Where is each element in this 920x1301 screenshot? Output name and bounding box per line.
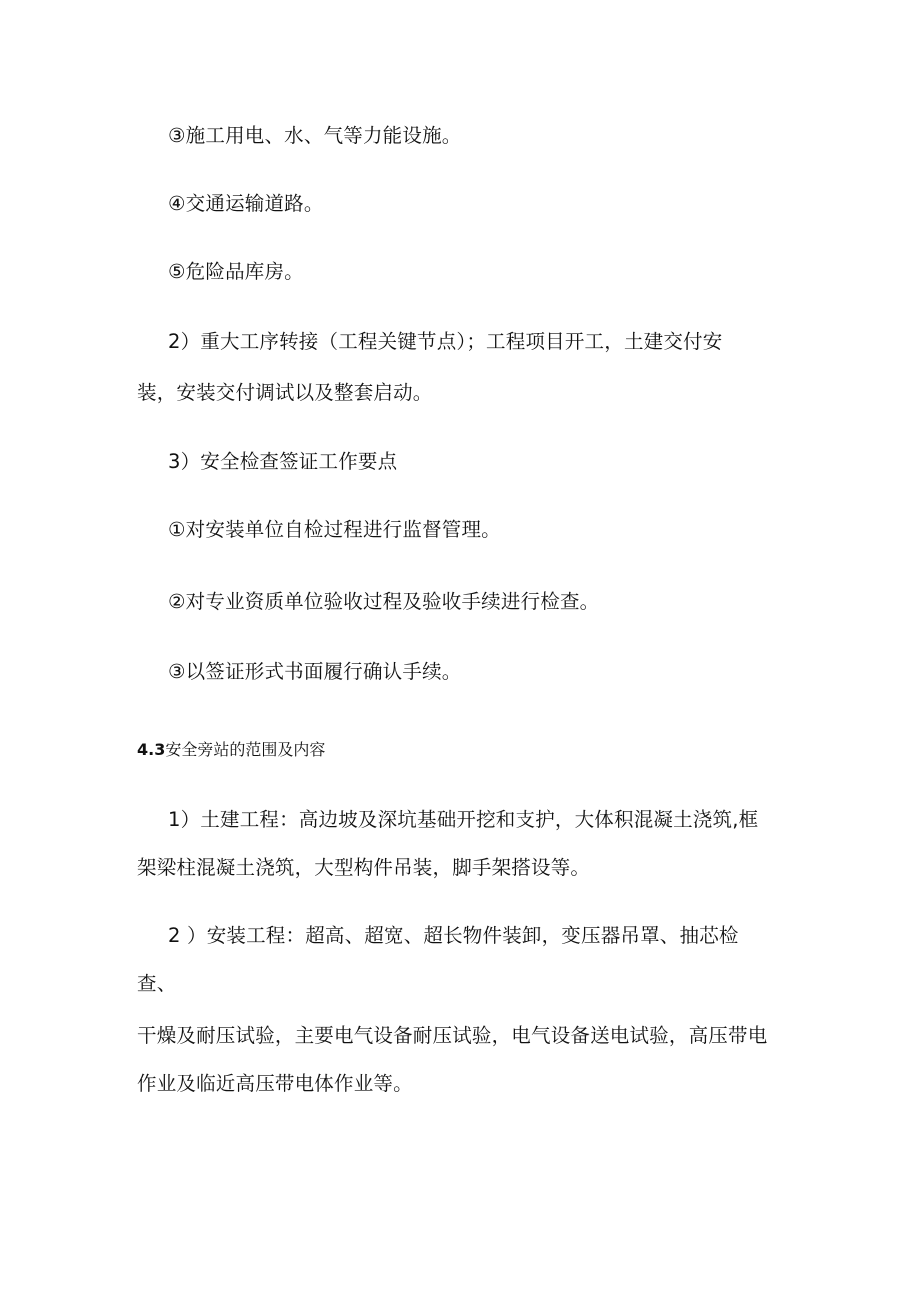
list-item-traffic-roads: ④交通运输道路。 xyxy=(168,192,324,215)
paragraph-civil-works-line-2: 架梁柱混凝土浇筑，大型构件吊装，脚手架搭设等。 xyxy=(137,856,591,879)
list-item-hazard-warehouse: ⑤危险品库房。 xyxy=(168,260,304,283)
paragraph-installation-works-line-2: 查、 xyxy=(137,972,177,995)
paragraph-installation-works-line-3: 干燥及耐压试验，主要电气设备耐压试验，电气设备送电试验，高压带电 xyxy=(137,1024,768,1047)
list-item-signoff-confirmation: ③以签证形式书面履行确认手续。 xyxy=(168,660,462,683)
section-number: 4.3 xyxy=(137,740,166,759)
list-item-self-inspection: ①对安装单位自检过程进行监督管理。 xyxy=(168,518,501,541)
list-item-acceptance-check: ②对专业资质单位验收过程及验收手续进行检查。 xyxy=(168,590,600,613)
paragraph-installation-works-line-1: 2 ）安装工程：超高、超宽、超长物件装卸，变压器吊罩、抽芯检 xyxy=(168,924,739,947)
section-title: 安全旁站的范围及内容 xyxy=(165,740,326,759)
section-heading xyxy=(137,740,325,760)
paragraph-civil-works-line-1: 1）土建工程：高边坡及深坑基础开挖和支护，大体积混凝土浇筑,框 xyxy=(168,808,759,831)
paragraph-inspection-points-title: 3）安全检查签证工作要点 xyxy=(168,450,398,473)
paragraph-installation-works-line-4: 作业及临近高压带电体作业等。 xyxy=(137,1072,413,1095)
list-item-power-facilities: ③施工用电、水、气等力能设施。 xyxy=(168,124,462,147)
paragraph-major-process-line-2: 装，安装交付调试以及整套启动。 xyxy=(137,381,433,404)
paragraph-major-process-line-1: 2）重大工序转接（工程关键节点）；工程项目开工，土建交付安 xyxy=(168,330,723,353)
